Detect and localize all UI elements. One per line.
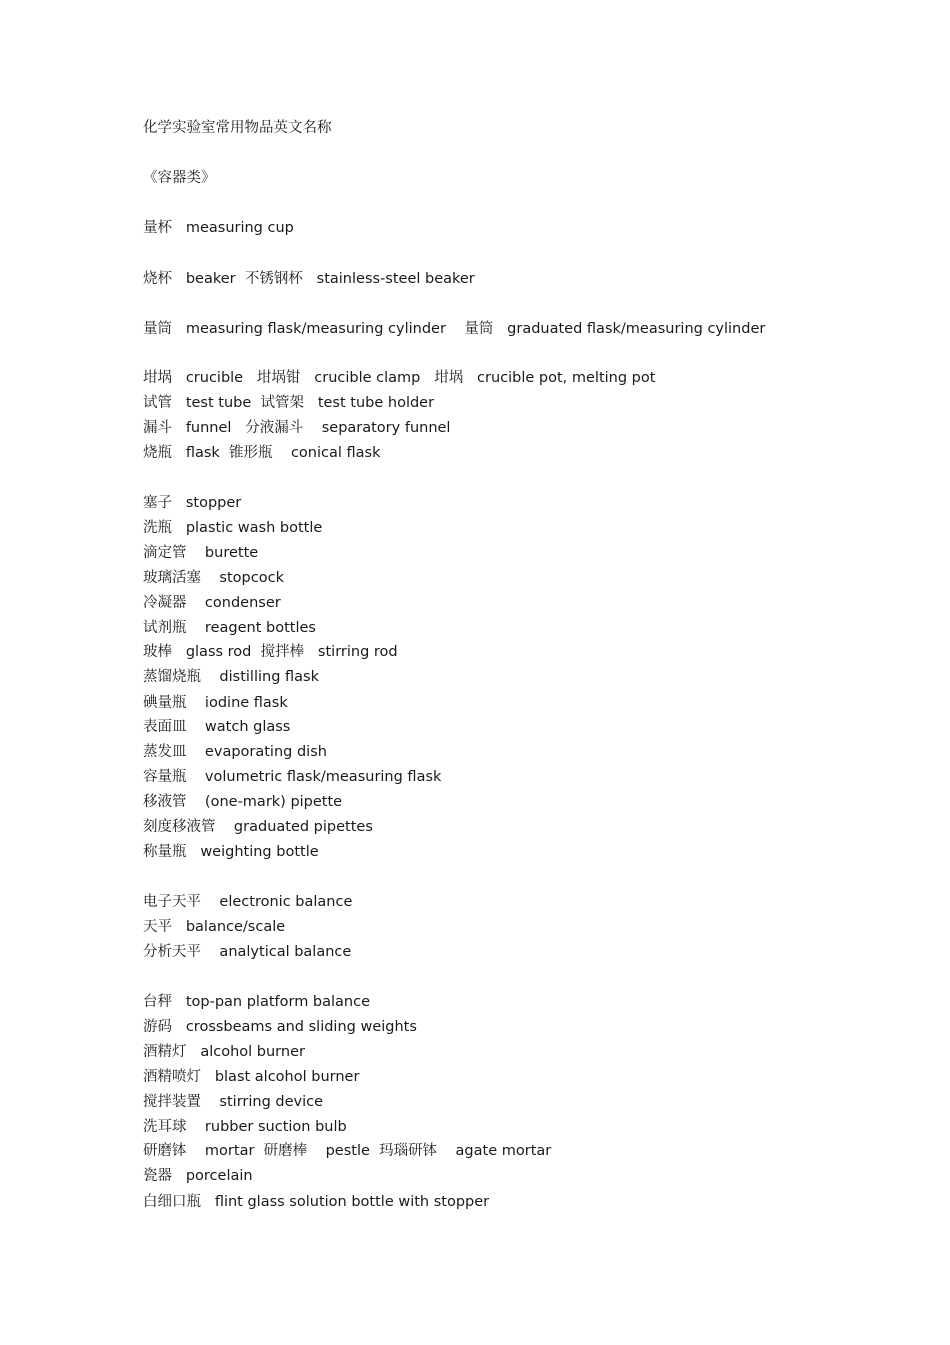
term-line: 玻璃活塞 stopcock xyxy=(143,570,284,586)
term-line: 试管 test tube 试管架 test tube holder xyxy=(143,395,435,411)
term-line: 碘量瓶 iodine flask xyxy=(143,695,288,711)
term-line: 试剂瓶 reagent bottles xyxy=(143,620,316,636)
term-line: 冷凝器 condenser xyxy=(143,595,281,611)
term-line: 容量瓶 volumetric flask/measuring flask xyxy=(143,769,442,785)
term-line: 滴定管 burette xyxy=(143,545,259,561)
page-title: 化学实验室常用物品英文名称 xyxy=(143,120,332,136)
term-line: 表面皿 watch glass xyxy=(143,719,291,735)
term-line: 研磨钵 mortar 研磨棒 pestle 玛瑙研钵 agate mortar xyxy=(143,1143,552,1159)
term-line: 分析天平 analytical balance xyxy=(143,944,352,960)
term-line: 电子天平 electronic balance xyxy=(143,894,353,910)
section-heading: 《容器类》 xyxy=(143,170,216,186)
term-line: 烧杯 beaker 不锈钢杯 stainless-steel beaker xyxy=(143,271,475,287)
term-line: 酒精灯 alcohol burner xyxy=(143,1044,305,1060)
term-line: 洗耳球 rubber suction bulb xyxy=(143,1119,347,1135)
term-line: 搅拌装置 stirring device xyxy=(143,1094,324,1110)
term-line: 坩埚 crucible 坩埚钳 crucible clamp 坩埚 crucible pot, melting pot xyxy=(143,370,656,386)
term-line: 玻棒 glass rod 搅拌棒 stirring rod xyxy=(143,644,398,660)
term-line: 移液管 (one-mark) pipette xyxy=(143,794,343,810)
term-line: 漏斗 funnel 分液漏斗 separatory funnel xyxy=(143,420,451,436)
term-line: 蒸馏烧瓶 distilling flask xyxy=(143,669,319,685)
term-line: 台秤 top-pan platform balance xyxy=(143,994,371,1010)
term-line: 蒸发皿 evaporating dish xyxy=(143,744,327,760)
term-line: 酒精喷灯 blast alcohol burner xyxy=(143,1069,360,1085)
term-line: 瓷器 porcelain xyxy=(143,1168,253,1184)
term-line: 天平 balance/scale xyxy=(143,919,286,935)
term-line: 游码 crossbeams and sliding weights xyxy=(143,1019,417,1035)
term-line: 白细口瓶 flint glass solution bottle with stopper xyxy=(143,1194,490,1210)
term-line: 量筒 measuring flask/measuring cylinder 量筒 graduated flask/measuring cylinder xyxy=(143,321,766,337)
term-line: 洗瓶 plastic wash bottle xyxy=(143,520,323,536)
term-line: 称量瓶 weighting bottle xyxy=(143,844,319,860)
term-line: 烧瓶 flask 锥形瓶 conical flask xyxy=(143,445,381,461)
term-line: 塞子 stopper xyxy=(143,495,242,511)
term-line: 刻度移液管 graduated pipettes xyxy=(143,819,373,835)
term-line: 量杯 measuring cup xyxy=(143,220,294,236)
